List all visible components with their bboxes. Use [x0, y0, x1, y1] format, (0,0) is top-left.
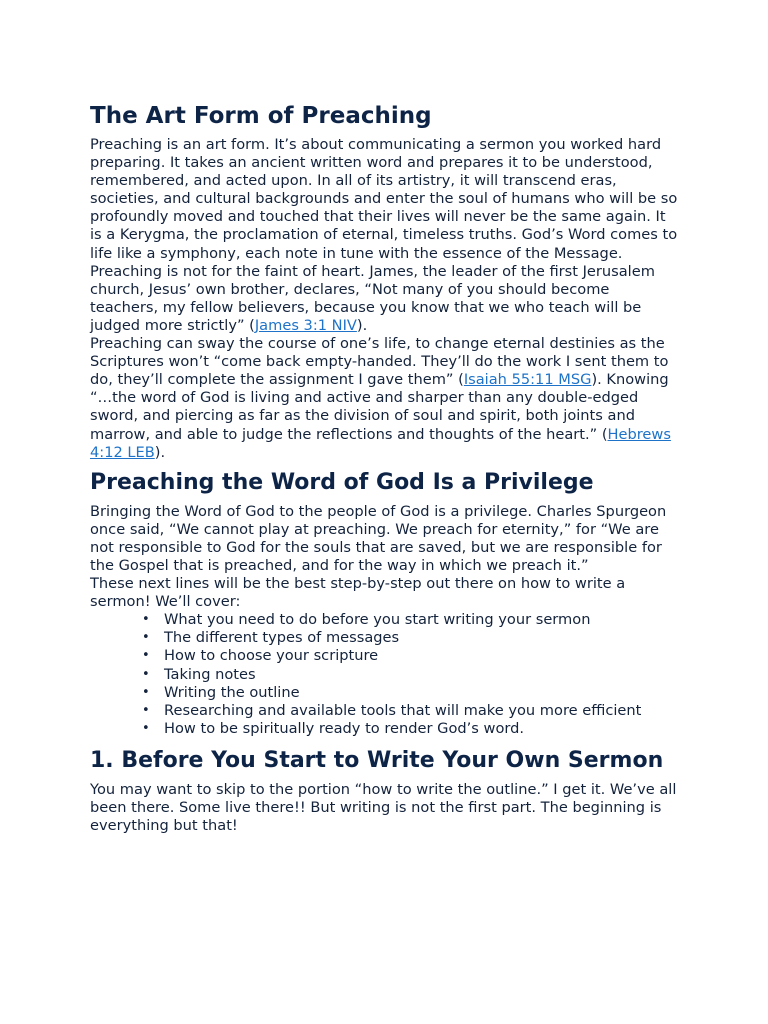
paragraph-sway-course	[90, 335, 678, 462]
paragraph-text: ).	[356, 316, 368, 334]
isaiah-55-11-link[interactable]: Isaiah 55:11 MSG	[463, 371, 592, 389]
james-3-1-link[interactable]: James 3:1 NIV	[254, 316, 357, 334]
paragraph-spurgeon: Bringing the Word of God to the people of God is a privilege. Charles Spurgeon once said, “We cannot play at preaching. We preach for eternity,” for “We are not responsible to God for the souls that are saved, but we are responsible for the Gospel that is preached, and for the way in which we preach it.”	[90, 502, 667, 574]
list-item: • The different types of messages	[164, 629, 678, 647]
list-item: • What you need to do before you start writing your sermon	[164, 611, 678, 629]
paragraph-next-lines: These next lines will be the best step-by-step out there on how to write a sermon! We’ll cover:	[90, 575, 626, 611]
list-item: • How to be spiritually ready to render God’s word.	[164, 720, 678, 738]
paragraph-text: ).	[154, 443, 166, 461]
paragraph-text: Preaching is not for the faint of heart. James, the leader of the first Jerusalem church, Jesus’ own brother, declares, “Not many of you should become teachers, my fellow believers, because you know that we who teach will be judged more strictly” (	[90, 262, 655, 334]
section-heading-before-you-start: 1. Before You Start to Write Your Own Sermon	[90, 747, 664, 773]
list-item: • Researching and available tools that will make you more efficient	[164, 702, 678, 720]
list-item: • How to choose your scripture	[164, 647, 678, 665]
paragraph-skip-outline: You may want to skip to the portion “how to write the outline.” I get it. We’ve all been there. Some live there!! But writing is not the first part. The beginning is everything but that!	[90, 780, 677, 835]
section-heading-privilege: Preaching the Word of God Is a Privilege	[90, 469, 594, 495]
paragraph-art-form: Preaching is an art form. It’s about communicating a sermon you worked hard preparing. It takes an ancient written word and prepares it to be understood, remembered, and acted upon. In all of its artistry, it will transcend eras, societies, and cultural backgrounds and enter the soul of humans who will be so profoundly moved and touched that their lives will never be the same again. It is a Kerygma, the proclamation of eternal, timeless truths. God’s Word comes to life like a symphony, each note in tune with the essence of the Message.	[90, 136, 678, 262]
hebrews-4-12-link[interactable]: Hebrews 4:12 LEB	[90, 425, 671, 461]
paragraph-text: Preaching can sway the course of one’s life, to change eternal destinies as the Scriptures won’t “come back empty-handed. They’ll do the work I sent them to do, they’ll complete the assignment I gave them” (	[90, 335, 669, 389]
list-item: • Writing the outline	[164, 684, 678, 702]
paragraph-faint-of-heart	[90, 263, 678, 335]
list-item: • Taking notes	[164, 666, 678, 684]
paragraph-text: ). Knowing “…the word of God is living and active and sharper than any double-edged sword, and piercing as far as the division of soul and spirit, both joints and marrow, and able to judge the reflections and thoughts of the heart.” (	[90, 371, 669, 443]
topics-list	[90, 611, 678, 738]
page-title: The Art Form of Preaching	[90, 103, 432, 129]
